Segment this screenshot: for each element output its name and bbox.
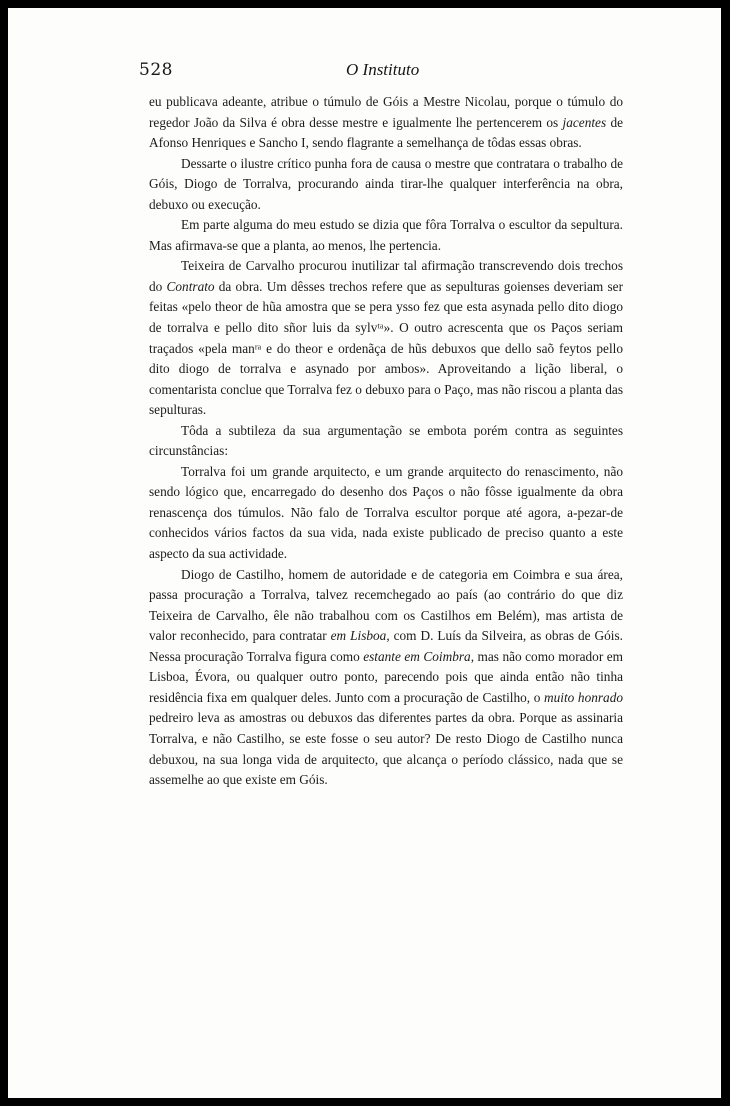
paragraph: Torralva foi um grande arquitecto, e um grande arquitecto do renascimento, não sendo lógico que, encarregado do desenho dos Paços o não fôsse igualmente da obra renascença dos túmulos. Não falo de Torralva escultor porque até agora, a-pezar-de conhecidos vários factos da sua vida, nada existe publicado de preciso quanto a este aspecto da sua actividade. (149, 463, 623, 562)
paragraph: Teixeira de Carvalho procurou inutilizar tal afirmação transcrevendo dois trechos do Contrato da obra. Um dêsses trechos refere que as sepulturas goienses deveriam ser feitas «pelo theor de hũa amostra que se pera ysso fez que esta asynada pello dito diogo de torralva e pello dito sñor luis da sylvᵗᵃ». O outro acrescenta que os Paços seriam traçados «pela manʳᵃ e do theor e ordenãça de hũs debuxos que dello saõ feytos pello dito diogo de torralva e asynado por ambos». Aproveitando a lição liberal, o comentarista conclue que Torralva fez o debuxo para o Paço, mas não riscou a planta das sepulturas. (149, 258, 624, 418)
paragraph: Diogo de Castilho, homem de autoridade e de categoria em Coimbra e sua área, passa procuração a Torralva, talvez recemchegado ao país (ao contrário do que diz Teixeira de Carvalho, êle não trabalhou com os Castilhos em Belém), mas artista de valor reconhecido, para contratar em Lisboa, com D. Luís da Silveira, as obras de Góis. Nessa procuração Torralva figura como estante em Coimbra, mas não como morador em Lisboa, Évora, ou qualquer outro ponto, parecendo pois que ainda então não tinha residência fixa em qualquer deles. Junto com a procuração de Castilho, o muito honrado pedreiro leva as amostras ou debuxos das diferentes partes da obra. Porque as assinaria Torralva, e não Castilho, se este fosse o seu autor? De resto Diogo de Castilho nunca debuxou, na sua longa vida de arquitecto, que alcança o período clássico, nada que se assemelhe ao que existe em Góis. (149, 566, 623, 788)
paragraph: Tôda a subtileza da sua argumentação se embota porém contra as seguintes circunstâncias: (149, 422, 623, 459)
paragraph: Em parte alguma do meu estudo se dizia que fôra Torralva o escultor da sepultura. Mas afirmava-se que a planta, ao menos, lhe pertencia. (149, 217, 623, 253)
page-number: 528 (139, 60, 173, 80)
book-page (8, 8, 721, 1098)
paragraph: eu publicava adeante, atribue o túmulo de Góis a Mestre Nicolau, porque o túmulo do regedor João da Silva é obra desse mestre e igualmente lhe pertencerem os jacentes de Afonso Henriques e Sancho I, sendo flagrante a semelhança de tôdas essas obras. (149, 94, 623, 151)
page-header (8, 60, 721, 84)
paragraph: Dessarte o ilustre crítico punha fora de causa o mestre que contratara o trabalho de Góis, Diogo de Torralva, procurando ainda tirar-lhe qualquer interferência na obra, debuxo ou execução. (149, 155, 623, 212)
body-text (149, 92, 623, 791)
running-title: O Instituto (346, 60, 420, 79)
